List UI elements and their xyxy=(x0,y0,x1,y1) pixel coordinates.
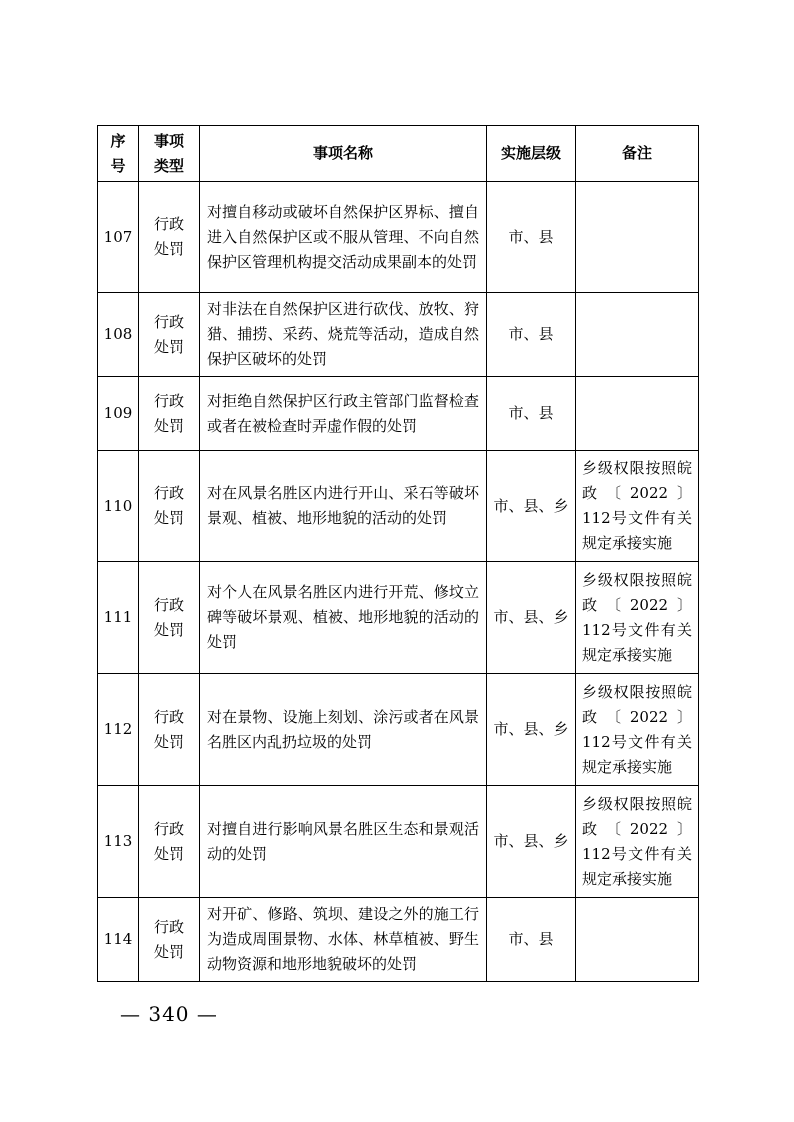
page-number: — 340 — xyxy=(120,1002,218,1026)
row-note xyxy=(576,293,699,377)
matters-table xyxy=(97,125,699,982)
row-level: 市、县、乡 xyxy=(487,562,576,674)
row-note xyxy=(576,182,699,293)
row-type: 行政 处罚 xyxy=(139,562,200,674)
row-note xyxy=(576,377,699,451)
row-name: 对在景物、设施上刻划、涂污或者在风景名胜区内乱扔垃圾的处罚 xyxy=(200,674,487,786)
row-note: 乡级权限按照皖政〔2022〕112号文件有关规定承接实施 xyxy=(576,562,699,674)
row-seq: 108 xyxy=(98,293,139,377)
row-level: 市、县、乡 xyxy=(487,786,576,898)
header-seq: 序 号 xyxy=(98,126,139,182)
row-type: 行政 处罚 xyxy=(139,451,200,562)
row-type: 行政 处罚 xyxy=(139,674,200,786)
row-note: 乡级权限按照皖政〔2022〕112号文件有关规定承接实施 xyxy=(576,451,699,562)
header-note: 备注 xyxy=(576,126,699,182)
row-seq: 114 xyxy=(98,898,139,982)
row-type: 行政 处罚 xyxy=(139,293,200,377)
table-row xyxy=(98,377,699,451)
row-type: 行政 处罚 xyxy=(139,898,200,982)
row-level: 市、县 xyxy=(487,898,576,982)
row-seq: 110 xyxy=(98,451,139,562)
table-row xyxy=(98,786,699,898)
row-name: 对开矿、修路、筑坝、建设之外的施工行为造成周围景物、水体、林草植被、野生动物资源和地形地貌破坏的处罚 xyxy=(200,898,487,982)
row-level: 市、县 xyxy=(487,182,576,293)
row-seq: 111 xyxy=(98,562,139,674)
table-row xyxy=(98,293,699,377)
row-note: 乡级权限按照皖政〔2022〕112号文件有关规定承接实施 xyxy=(576,674,699,786)
row-note: 乡级权限按照皖政〔2022〕112号文件有关规定承接实施 xyxy=(576,786,699,898)
row-name: 对非法在自然保护区进行砍伐、放牧、狩猎、捕捞、采药、烧荒等活动，造成自然保护区破坏的处罚 xyxy=(200,293,487,377)
row-name: 对擅自移动或破坏自然保护区界标、擅自进入自然保护区或不服从管理、不向自然保护区管理机构提交活动成果副本的处罚 xyxy=(200,182,487,293)
row-level: 市、县 xyxy=(487,293,576,377)
table-row xyxy=(98,898,699,982)
row-level: 市、县 xyxy=(487,377,576,451)
header-row xyxy=(98,126,699,182)
row-seq: 107 xyxy=(98,182,139,293)
table-row xyxy=(98,182,699,293)
table-row xyxy=(98,451,699,562)
table-row xyxy=(98,562,699,674)
row-level: 市、县、乡 xyxy=(487,451,576,562)
row-note xyxy=(576,898,699,982)
row-seq: 113 xyxy=(98,786,139,898)
header-name: 事项名称 xyxy=(200,126,487,182)
header-type: 事项 类型 xyxy=(139,126,200,182)
row-name: 对擅自进行影响风景名胜区生态和景观活动的处罚 xyxy=(200,786,487,898)
row-seq: 112 xyxy=(98,674,139,786)
row-type: 行政 处罚 xyxy=(139,182,200,293)
row-type: 行政 处罚 xyxy=(139,377,200,451)
row-name: 对在风景名胜区内进行开山、采石等破坏景观、植被、地形地貌的活动的处罚 xyxy=(200,451,487,562)
row-name: 对个人在风景名胜区内进行开荒、修坟立碑等破坏景观、植被、地形地貌的活动的处罚 xyxy=(200,562,487,674)
row-name: 对拒绝自然保护区行政主管部门监督检查或者在被检查时弄虚作假的处罚 xyxy=(200,377,487,451)
header-level: 实施层级 xyxy=(487,126,576,182)
table-row xyxy=(98,674,699,786)
row-seq: 109 xyxy=(98,377,139,451)
row-type: 行政 处罚 xyxy=(139,786,200,898)
row-level: 市、县、乡 xyxy=(487,674,576,786)
